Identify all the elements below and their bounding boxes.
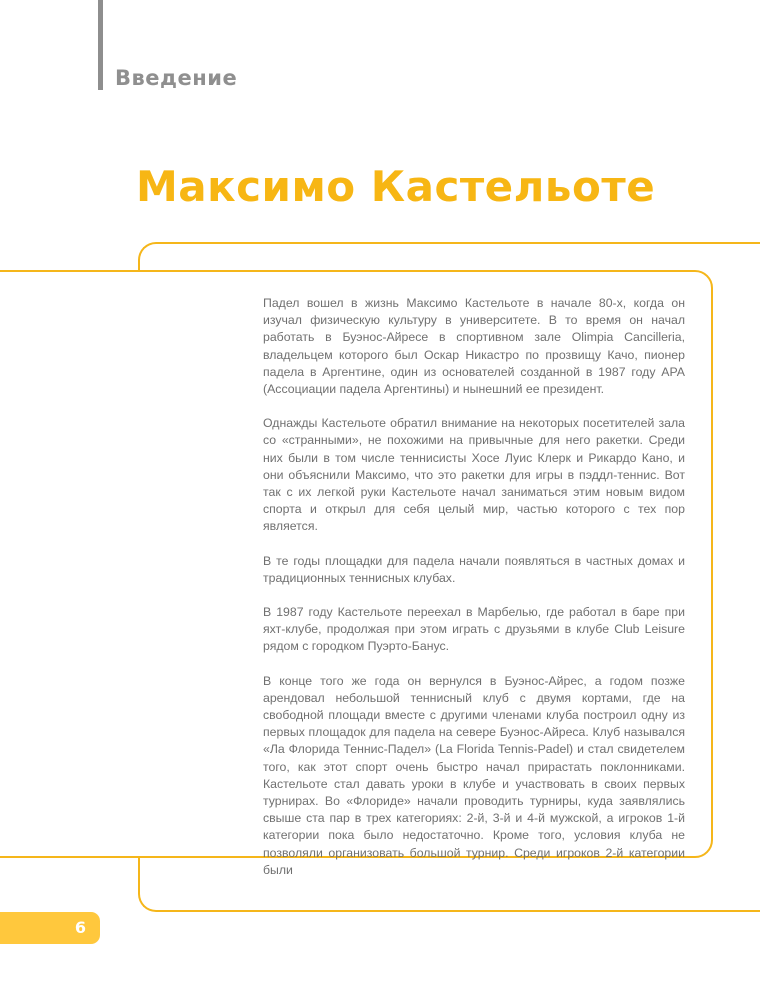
paragraph-3: В те годы площадки для падела начали появляться в частных домах и традиционных теннисных клубах. xyxy=(263,553,685,585)
body-text xyxy=(263,295,685,896)
paragraph-1: Падел вошел в жизнь Максимо Кастельоте в начале 80-х, когда он изучал физическую культуру в университете. В то время он начал работать в Буэнос-Айресе в спортивном зале Olimpia Cancilleria, владельцем которого был Оскар Никастро по прозвищу Качо, пионер падела в Аргентине, один из основателей созданной в 1987 году APA (Ассоциации падела Аргентины) и нынешний ее президент. xyxy=(263,296,685,397)
chapter-title: Максимо Кастельоте xyxy=(136,162,656,211)
page-number-tab xyxy=(0,912,100,944)
paragraph-2: Однажды Кастельоте обратил внимание на некоторых посетителей зала со «странными», не похожими на привычные для него ракетки. Среди них были в том числе теннисисты Хосе Луис Клерк и Рикардо Кано, и они объяснили Максимо, что это ракетки для игры в пэддл-теннис. Вот так с их легкой руки Кастельоте начал заниматься этим новым видом спорта и открыл для себя целый мир, частью которого с тех пор является. xyxy=(263,416,685,534)
section-label: Введение xyxy=(115,66,238,90)
paragraph-5: В конце того же года он вернулся в Буэнос-Айрес, а годом позже арендовал небольшой теннисный клуб с двумя кортами, где на свободной площади вместе с другими членами клуба построил одну из первых площадок для падела на севере Буэнос-Айреса. Клуб назывался «Ла Флорида Теннис-Падел» (La Florida Tennis-Padel) и стал свидетелем того, как этот спорт очень быстро начал прирастать поклонниками. Кастельоте стал давать уроки в клубе и участвовать в своих первых турнирах. Во «Флориде» начали проводить турниры, куда заявлялись свыше ста пар в трех категориях: 2-й, 3-й и 4-й мужской, а игроков 1-й категории пока было недостаточно. Кроме того, условия клуба не позволяли организовать большой турнир. Среди игроков 2-й категории были xyxy=(263,673,685,877)
paragraph-4: В 1987 году Кастельоте переехал в Марбелью, где работал в баре при яхт-клубе, продолжая при этом играть с друзьями в клубе Club Leisure рядом с городком Пуэрто-Банус. xyxy=(263,605,685,654)
top-vertical-rule xyxy=(98,0,103,90)
page-number: 6 xyxy=(74,918,86,937)
